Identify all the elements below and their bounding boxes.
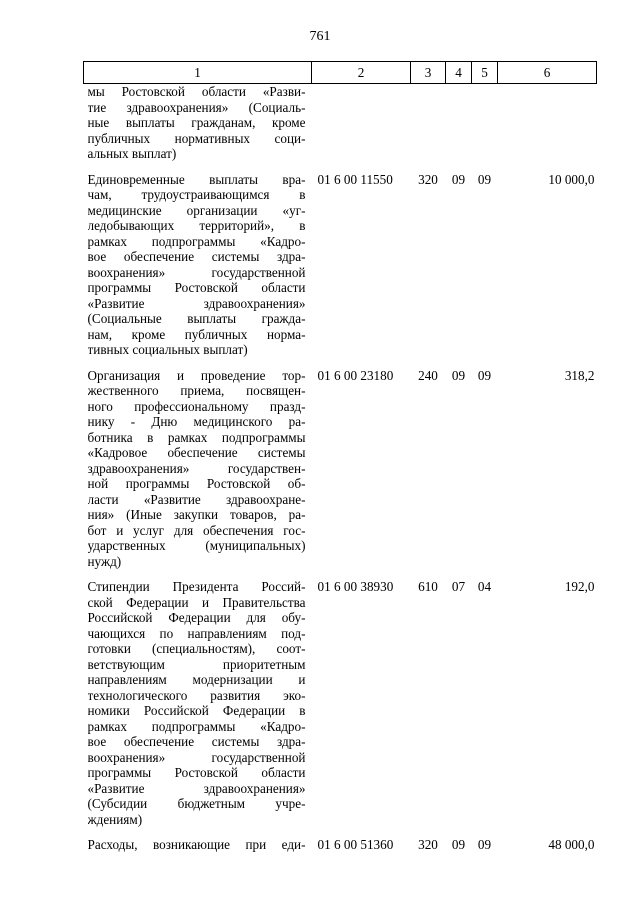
- description-line: ласти «Развитие здравоохране-: [87, 491, 306, 507]
- description-line: рамках подпрограммы «Кадро-: [87, 718, 306, 734]
- description-line: ветствующим приоритетным: [87, 656, 306, 672]
- header-col-3: 3: [411, 62, 446, 84]
- description-line: вое обеспечение системы здра-: [87, 734, 306, 749]
- amount-value: 192,0: [564, 579, 595, 594]
- row-gap: [84, 569, 597, 579]
- header-col-6: 6: [498, 62, 597, 84]
- description-line: программы Ростовской области: [87, 765, 306, 780]
- description-line: чающихся по направлениям под-: [87, 625, 306, 641]
- subsection-code: 04: [477, 579, 492, 594]
- description-line: здравоохранения» государствен-: [87, 460, 306, 476]
- section-code: 07: [451, 579, 466, 594]
- description-line: «Развитие здравоохранения»: [87, 295, 306, 311]
- table-row: [84, 837, 597, 853]
- row-description: [84, 84, 312, 162]
- description-line: ного профессиональному празд-: [87, 398, 306, 414]
- section-code: 09: [451, 837, 466, 852]
- table-row: [84, 172, 597, 358]
- description-line: (Социальные выплаты гражда-: [87, 311, 306, 326]
- target-article-code: 01 6 00 38930: [317, 579, 394, 594]
- description-line: Стипендии Президента Россий-: [87, 579, 306, 594]
- description-line: мы Ростовской области «Разви-: [87, 84, 306, 99]
- description-line: ной программы Ростовской об-: [87, 476, 306, 491]
- expense-type-code: [411, 84, 446, 162]
- row-gap: [84, 358, 597, 368]
- description-line: публичных нормативных соци-: [87, 130, 306, 146]
- description-line: Организация и проведение тор-: [87, 367, 306, 383]
- row-description: [84, 368, 312, 570]
- subsection-code: 09: [477, 367, 492, 383]
- description-line: направлениям модернизации и: [87, 672, 306, 687]
- description-line: Расходы, возникающие при еди-: [87, 837, 306, 852]
- page-number: 761: [309, 29, 331, 44]
- description-line: Единовременные выплаты вра-: [87, 171, 306, 187]
- section-code: 09: [451, 171, 466, 187]
- header-col-5: 5: [472, 62, 498, 84]
- description-line: ской Федерации и Правительства: [87, 594, 306, 610]
- row-gap: [84, 162, 597, 172]
- expense-type-code: 320: [418, 171, 438, 187]
- description-line: бот и услуг для обеспечения гос-: [87, 522, 306, 538]
- description-line: (Субсидии бюджетным учре-: [87, 796, 306, 811]
- description-line: готовки (специальностям), соот-: [87, 641, 306, 656]
- description-line: «Кадровое обеспечение системы: [87, 445, 306, 460]
- header-col-4: 4: [446, 62, 472, 84]
- description-line: чам, трудоустраивающимся в: [87, 187, 306, 202]
- amount-value: 318,2: [564, 367, 595, 383]
- description-line: альных выплат): [87, 146, 177, 161]
- target-article-code: 01 6 00 23180: [317, 367, 394, 383]
- subsection-code: 09: [477, 171, 492, 187]
- description-line: «Развитие здравоохранения»: [87, 780, 306, 796]
- description-line: ледобывающих территорий», в: [87, 218, 306, 233]
- budget-table: [83, 61, 597, 853]
- amount-value: 10 000,0: [548, 171, 595, 187]
- target-article-code: [312, 84, 411, 162]
- table-row: [84, 579, 597, 827]
- description-line: тивных социальных выплат): [87, 342, 248, 357]
- expense-type-code: 610: [418, 579, 438, 594]
- row-gap: [84, 827, 597, 837]
- row-description: [84, 172, 312, 358]
- table-row: [84, 84, 597, 162]
- description-line: воохранения» государственной: [87, 749, 306, 765]
- target-article-code: 01 6 00 51360: [317, 837, 394, 852]
- description-line: программы Ростовской области: [87, 280, 306, 295]
- expense-type-code: 320: [418, 837, 438, 852]
- header-col-1: 1: [84, 62, 312, 84]
- description-line: ударственных (муниципальных): [87, 538, 306, 553]
- table-body: [84, 84, 597, 853]
- description-line: тие здравоохранения» (Социаль-: [87, 99, 306, 115]
- description-line: нужд): [87, 553, 122, 569]
- section-code: 09: [451, 367, 466, 383]
- description-line: ботника в рамках подпрограммы: [87, 429, 306, 445]
- description-line: вое обеспечение системы здра-: [87, 249, 306, 264]
- description-line: рамках подпрограммы «Кадро-: [87, 233, 306, 249]
- description-line: Российской Федерации для обу-: [87, 610, 306, 625]
- row-gap-cell: [84, 162, 597, 172]
- target-article-code: 01 6 00 11550: [317, 171, 393, 187]
- description-line: нику - Дню медицинского ра-: [87, 414, 306, 429]
- description-line: воохранения» государственной: [87, 264, 306, 280]
- description-line: ждениям): [87, 811, 143, 827]
- expense-type-code: 240: [418, 367, 438, 383]
- amount-value: 48 000,0: [548, 837, 595, 852]
- subsection-code: 09: [477, 837, 492, 852]
- header-row: [84, 62, 597, 84]
- row-gap-cell: [84, 569, 597, 579]
- description-line: жественного приема, посвящен-: [87, 383, 306, 398]
- subsection-code: [472, 84, 498, 162]
- description-line: технологического развития эко-: [87, 687, 306, 703]
- amount-value: [498, 84, 597, 162]
- description-line: ные выплаты гражданам, кроме: [87, 115, 306, 130]
- row-description: [84, 837, 312, 853]
- description-line: нам, кроме публичных норма-: [87, 326, 306, 342]
- description-line: номики Российской Федерации в: [87, 703, 306, 718]
- table-header: [84, 62, 597, 84]
- row-gap-cell: [84, 827, 597, 837]
- table-row: [84, 368, 597, 570]
- section-code: [446, 84, 472, 162]
- description-line: ния» (Иные закупки товаров, ра-: [87, 507, 306, 522]
- header-col-2: 2: [312, 62, 411, 84]
- row-description: [84, 579, 312, 827]
- description-line: медицинские организации «уг-: [87, 202, 306, 218]
- row-gap-cell: [84, 358, 597, 368]
